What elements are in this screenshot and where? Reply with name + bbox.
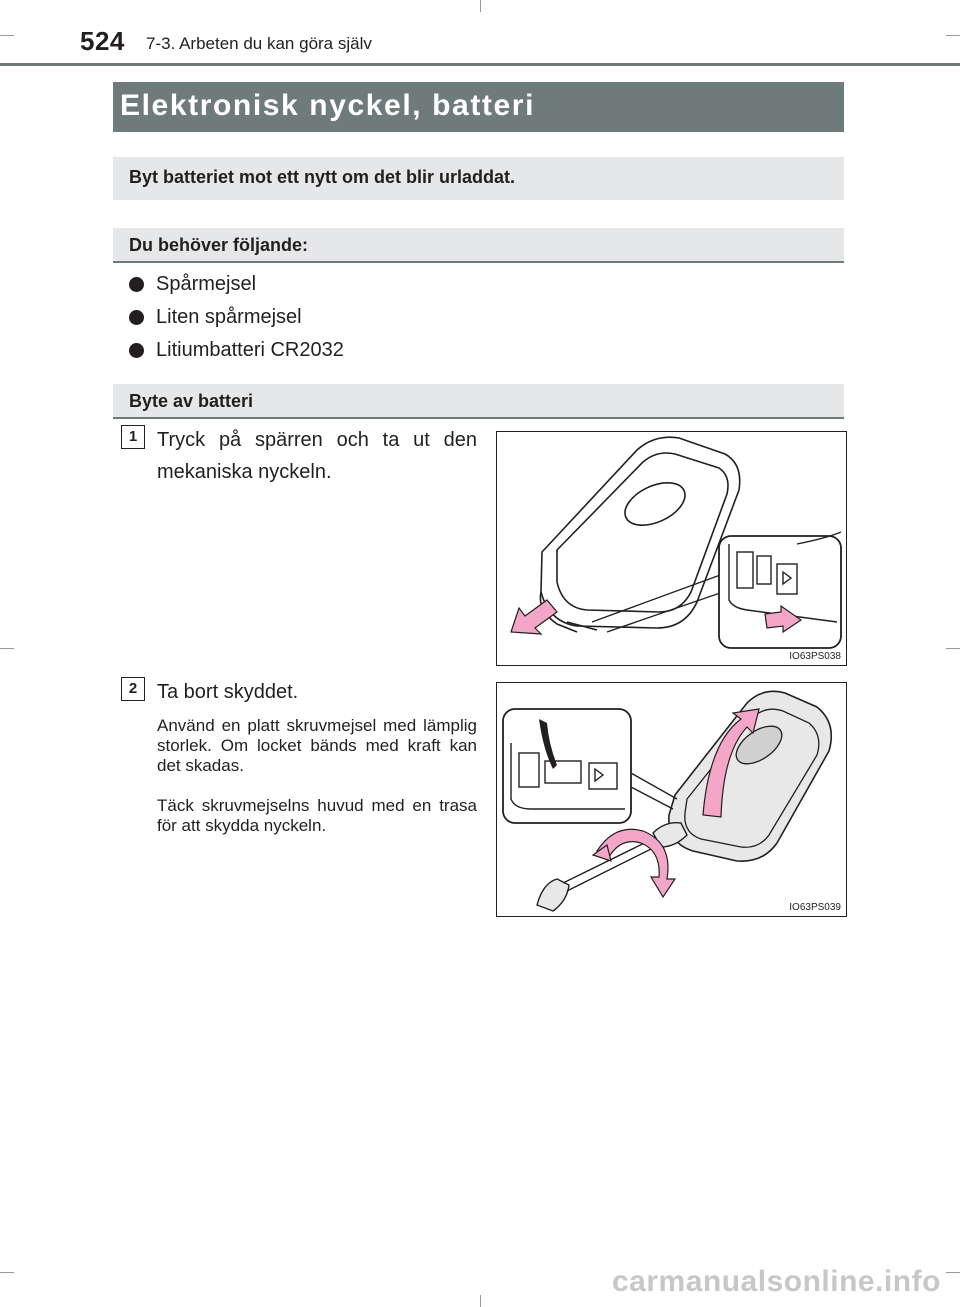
section-title: 7-3. Arbeten du kan göra själv	[146, 34, 372, 53]
list-item	[129, 273, 256, 296]
crop-mark	[946, 35, 960, 36]
step-number-badge: 1	[121, 425, 145, 449]
replacement-heading-bar	[113, 384, 844, 419]
needed-heading: Du behöver följande:	[129, 235, 309, 255]
bullet-icon	[129, 310, 144, 325]
list-item-label: Liten spårmejsel	[156, 306, 302, 328]
crop-mark	[946, 1272, 960, 1273]
figure-remove-cover	[496, 682, 847, 917]
page-number: 524	[80, 26, 125, 56]
list-item-label: Litiumbatteri CR2032	[156, 339, 344, 361]
crop-mark	[480, 0, 481, 12]
step-text: Ta bort skyddet.	[157, 681, 299, 703]
step-text: Tryck på spärren och ta ut den mekaniska nyckeln.	[157, 429, 477, 483]
figure-code: IO63PS039	[789, 902, 841, 913]
crop-mark	[0, 648, 14, 649]
step-note: Täck skruvmejselns huvud med en trasa för att skydda nyckeln.	[157, 796, 477, 835]
page-title: Elektronisk nyckel, batteri	[120, 89, 536, 122]
needed-heading-bar	[113, 228, 844, 263]
crop-mark	[0, 1272, 14, 1273]
figure-remove-mechanical-key	[496, 431, 847, 666]
intro-text: Byt batteriet mot ett nytt om det blir urladdat.	[129, 167, 516, 187]
key-remove-illustration	[497, 432, 846, 665]
replacement-heading: Byte av batteri	[129, 391, 254, 411]
list-item	[129, 339, 344, 362]
cover-remove-illustration	[497, 683, 846, 916]
step-number-badge: 2	[121, 677, 145, 701]
header-rule	[0, 63, 960, 66]
step-note: Använd en platt skruvmejsel med lämplig storlek. Om locket bänds med kraft kan det skadas.	[157, 716, 477, 775]
crop-mark	[0, 35, 14, 36]
list-item-label: Spårmejsel	[156, 273, 257, 295]
figure-code: IO63PS038	[789, 651, 841, 662]
bullet-icon	[129, 277, 144, 292]
crop-mark	[480, 1295, 481, 1307]
list-item	[129, 306, 302, 329]
crop-mark	[946, 648, 960, 649]
bullet-icon	[129, 343, 144, 358]
watermark: carmanualsonline.info	[612, 1265, 941, 1298]
